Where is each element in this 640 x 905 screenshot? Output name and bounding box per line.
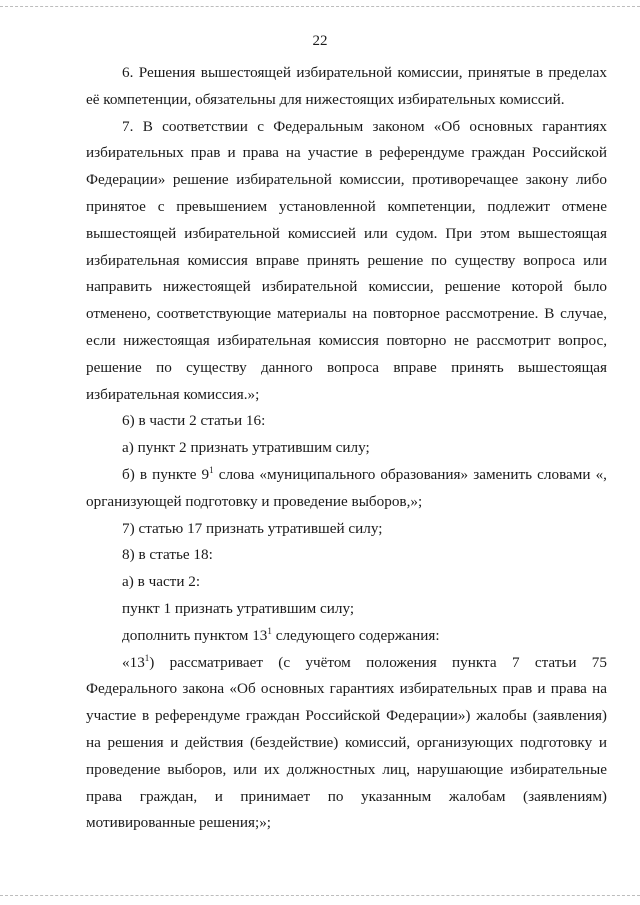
quoted-point-text-start: «13 xyxy=(122,653,145,671)
item-7: 7) статью 17 признать утратившей силу; xyxy=(122,519,383,537)
page-edge-top xyxy=(0,6,640,7)
item-8a: а) в части 2: xyxy=(122,573,201,591)
item-6b xyxy=(86,462,607,516)
paragraph-6: 6. Решения вышестоящей избирательной комиссии, принятые в пределах её компетенции, обязательны для нижестоящих избирательных комиссий. xyxy=(86,64,607,108)
item-8a-point-13-superscript: 1 xyxy=(267,625,272,636)
item-8a-point-13 xyxy=(86,623,607,650)
quoted-point-superscript: 1 xyxy=(144,652,150,663)
item-8a-point-13-text-start: дополнить пунктом 13 xyxy=(122,626,268,644)
item-8a-point-13-text-end: следующего содержания: xyxy=(271,626,440,644)
quoted-point-text-end: ) рассматривает (с учётом положения пункта 7 статьи 75 Федерального закона «Об основных гарантиях избирательных прав и права на участие в референдуме граждан Российской Федерации») жалобы (заявления) на решения и действия (бездействие) комиссий, организующих подготовку и проведение выборов, или их должностных лиц, нарушающие избирательные права граждан, и принимает по указанным жалобам (заявлениям) мотивированные решения;»; xyxy=(86,653,607,832)
document-body xyxy=(86,60,607,837)
item-6b-text-end: слова «муниципального образования» заменить словами «, организующей подготовку и проведение выборов,»; xyxy=(86,465,607,510)
item-6: 6) в части 2 статьи 16: xyxy=(122,412,266,430)
paragraph-7: 7. В соответствии с Федеральным законом «Об основных гарантиях избирательных прав и права на участие в референдуме граждан Российской Федерации» решение избирательной комиссии, противоречащее закону либо принятое с превышением установленной компетенции, подлежит отмене вышестоящей избирательной комиссией или судом. При этом вышестоящая избирательная комиссия вправе принять решение по существу вопроса или направить нижестоящей избирательной комиссии, решение которой было отменено, соответствующие материалы на повторное рассмотрение. В случае, если нижестоящая избирательная комиссия повторно не рассмотрит вопрос, решение по существу данного вопроса вправе принять вышестоящая избирательная комиссия.»; xyxy=(86,117,607,403)
quoted-point-13 xyxy=(86,650,607,838)
page-number: 22 xyxy=(312,33,328,49)
item-8: 8) в статье 18: xyxy=(122,546,213,564)
item-6b-text-start: б) в пункте 9 xyxy=(122,465,210,483)
page-edge-bottom xyxy=(0,895,640,896)
item-6a: а) пункт 2 признать утратившим силу; xyxy=(122,439,370,457)
item-6b-superscript: 1 xyxy=(209,464,214,475)
item-8a-point-1: пункт 1 признать утратившим силу; xyxy=(122,599,355,617)
